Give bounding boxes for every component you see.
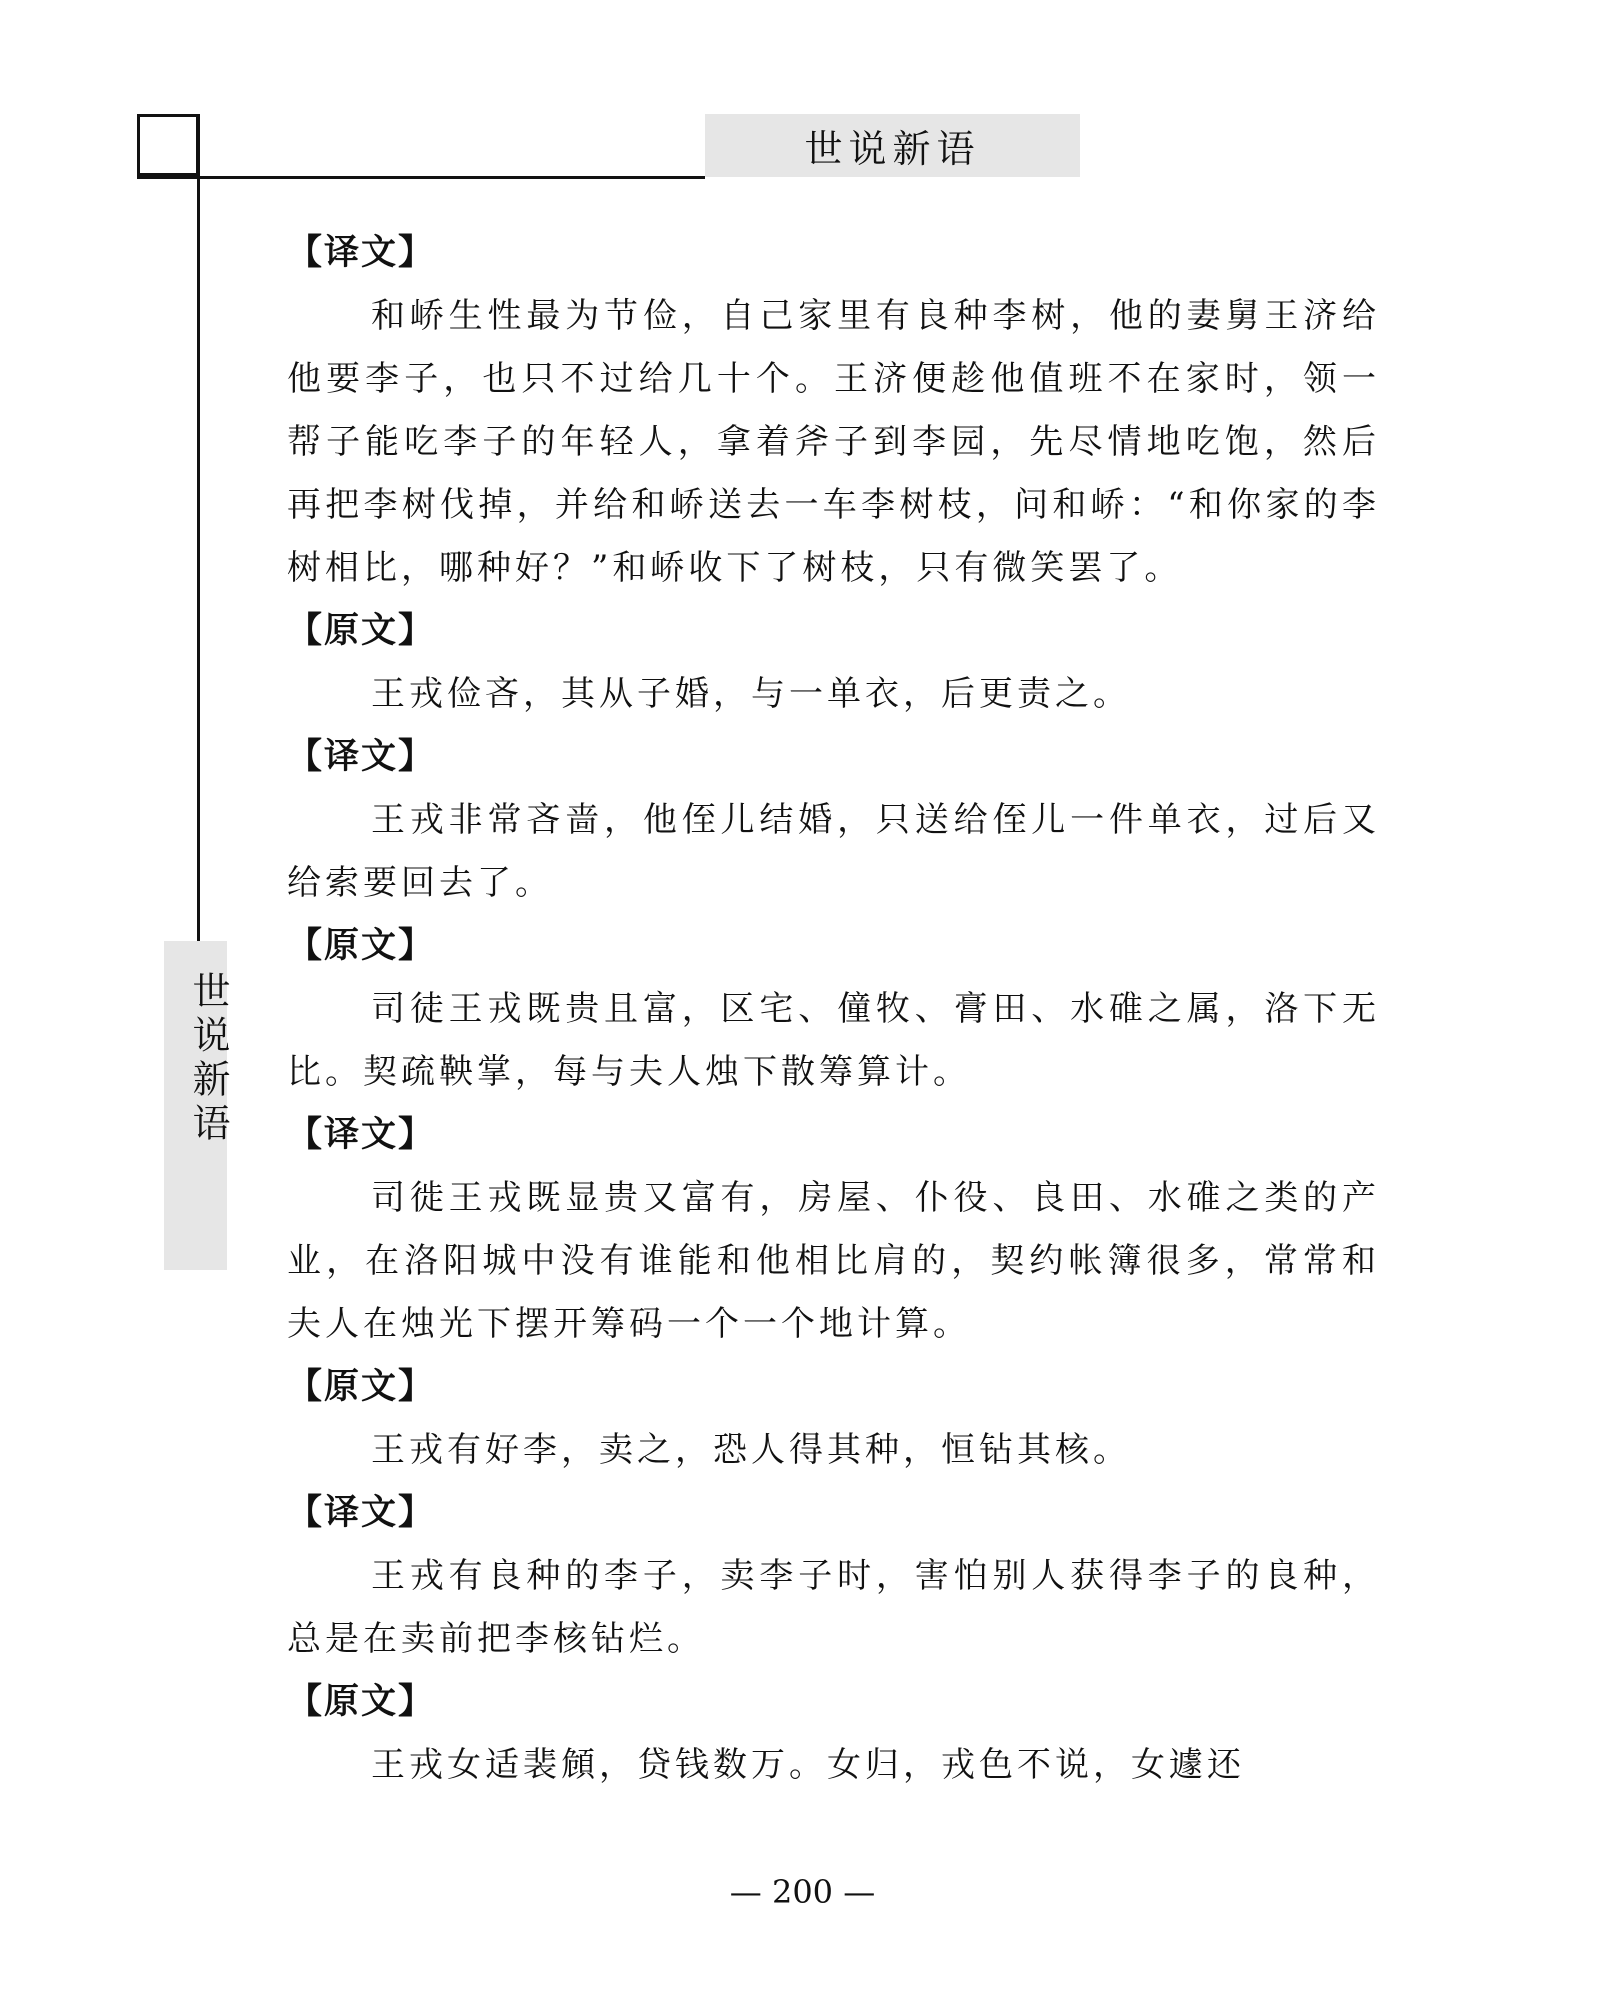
paragraph: 司徒王戎既贵且富，区宅、僮牧、膏田、水碓之属，洛下无比。契疏鞅掌，每与夫人烛下散筹算计。 xyxy=(287,989,1380,1092)
section-heading: 【译文】 xyxy=(287,1493,436,1533)
section-heading: 【译文】 xyxy=(287,233,436,273)
section-heading: 【译文】 xyxy=(287,1115,436,1155)
paragraph: 王戎非常吝啬，他侄儿结婚，只送给侄儿一件单衣，过后又给索要回去了。 xyxy=(287,800,1380,903)
paragraph: 司徙王戎既显贵又富有，房屋、仆役、良田、水碓之类的产业，在洛阳城中没有谁能和他相比肩的，契约帐簿很多，常常和夫人在烛光下摆开筹码一个一个地计算。 xyxy=(287,1178,1380,1344)
section-heading: 【原文】 xyxy=(287,926,436,966)
section-heading: 【译文】 xyxy=(287,737,436,777)
corner-frame xyxy=(137,114,199,176)
margin-rule xyxy=(197,114,200,941)
header-rule xyxy=(137,176,705,179)
page-body xyxy=(287,222,1380,1797)
paragraph: 王戎俭吝，其从子婚，与一单衣，后更责之。 xyxy=(371,674,1131,714)
paragraph: 和峤生性最为节俭，自己家里有良种李树，他的妻舅王济给他要李子，也只不过给几十个。王济便趁他值班不在家时，领一帮子能吃李子的年轻人，拿着斧子到李园，先尽情地吃饱，然后再把李树伐掉，并给和峤送去一车李树枝，问和峤：“和你家的李树相比，哪种好？”和峤收下了树枝，只有微笑罢了。 xyxy=(287,296,1380,588)
section-heading: 【原文】 xyxy=(287,1682,436,1722)
paragraph: 王戎有良种的李子，卖李子时，害怕别人获得李子的良种，总是在卖前把李核钻烂。 xyxy=(287,1556,1380,1659)
side-tab-label: 世说新语 xyxy=(186,971,230,1147)
paragraph: 王戎有好李，卖之，恐人得其种，恒钻其核。 xyxy=(371,1430,1131,1470)
page-number: — 200 — xyxy=(729,1873,876,1911)
running-header-title xyxy=(705,114,1080,177)
section-heading: 【原文】 xyxy=(287,611,436,651)
book-title: 世说新语 xyxy=(804,127,981,171)
side-tab xyxy=(164,941,230,1270)
paragraph: 王戎女适裴頠，贷钱数万。女归，戎色不说，女遽还 xyxy=(371,1745,1245,1785)
section-heading: 【原文】 xyxy=(287,1367,436,1407)
